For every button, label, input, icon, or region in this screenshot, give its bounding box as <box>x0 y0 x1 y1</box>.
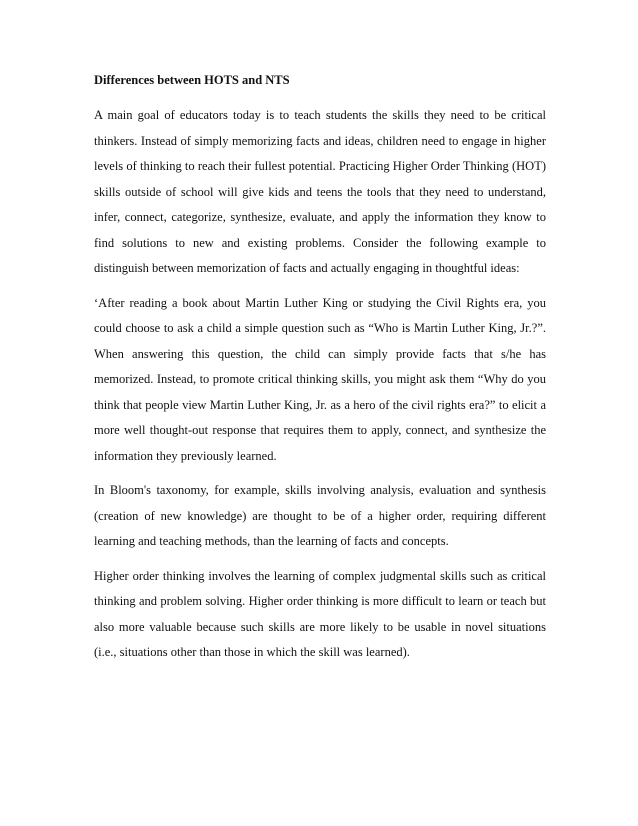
paragraph-intro: A main goal of educators today is to teach students the skills they need to be critical thinkers. Instead of simply memorizing facts and ideas, children need to engage in higher levels of thinking to reach their fullest potential. Practicing Higher Order Thinking (HOT) skills outside of school will give kids and teens the tools that they need to understand, infer, connect, categorize, synthesize, evaluate, and apply the information they know to find solutions to new and existing problems. Consider the following example to distinguish between memorization of facts and actually engaging in thoughtful ideas: <box>94 108 546 275</box>
document-title: Differences between HOTS and NTS <box>94 73 290 87</box>
paragraph-bloom-taxonomy: In Bloom's taxonomy, for example, skills involving analysis, evaluation and synthesis (creation of new knowledge) are thought to be of a higher order, requiring different learning and teaching methods, than the learning of facts and concepts. <box>94 483 546 548</box>
paragraph-higher-order-thinking: Higher order thinking involves the learning of complex judgmental skills such as critical thinking and problem solving. Higher order thinking is more difficult to learn or teach but also more valuable because such skills are more likely to be usable in novel situations (i.e., situations other than those in which the skill was learned). <box>94 568 546 659</box>
paragraph-example: ‘After reading a book about Martin Luther King or studying the Civil Rights era, you could choose to ask a child a simple question such as “Who is Martin Luther King, Jr.?”. When answering this question, the child can simply provide facts that s/he has memorized. Instead, to promote critical thinking skills, you might ask them “Why do you think that people view Martin Luther King, Jr. as a hero of the civil rights era?” to elicit a more well thought-out response that requires them to apply, connect, and synthesize the information they previously learned. <box>94 295 546 463</box>
document-body <box>94 70 546 675</box>
